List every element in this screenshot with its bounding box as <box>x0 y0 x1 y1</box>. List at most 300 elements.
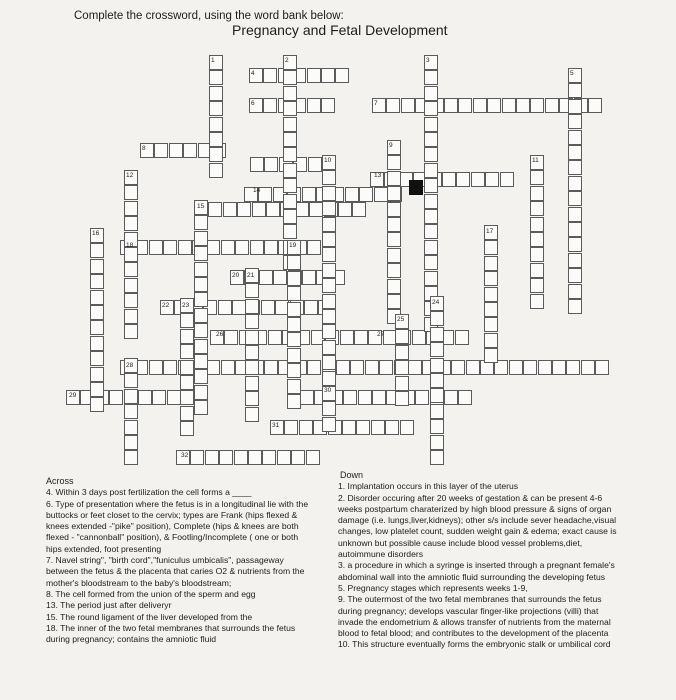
grid-cell[interactable] <box>387 263 401 278</box>
grid-cell[interactable] <box>322 217 336 232</box>
grid-cell[interactable] <box>430 342 444 357</box>
grid-cell[interactable] <box>568 222 582 237</box>
grid-cell[interactable] <box>287 286 301 301</box>
grid-cell[interactable] <box>568 99 582 114</box>
grid-cell[interactable] <box>372 390 386 405</box>
grid-cell[interactable] <box>386 98 400 113</box>
grid-cell[interactable] <box>268 330 282 345</box>
grid-cell[interactable] <box>530 263 544 278</box>
grid-cell[interactable] <box>430 296 444 311</box>
grid-cell[interactable] <box>283 194 297 209</box>
grid-cell[interactable] <box>424 132 438 147</box>
grid-cell[interactable] <box>372 98 386 113</box>
grid-cell[interactable] <box>208 202 222 217</box>
grid-cell[interactable] <box>359 187 373 202</box>
grid-cell[interactable] <box>322 170 336 185</box>
grid-cell[interactable] <box>124 278 138 293</box>
grid-cell[interactable] <box>523 360 537 375</box>
grid-cell[interactable] <box>124 309 138 324</box>
grid-cell[interactable] <box>221 360 235 375</box>
grid-cell[interactable] <box>194 292 208 307</box>
grid-cell[interactable] <box>124 170 138 185</box>
grid-cell[interactable] <box>466 360 480 375</box>
grid-cell[interactable] <box>209 117 223 132</box>
grid-cell[interactable] <box>245 299 259 314</box>
grid-cell[interactable] <box>245 330 259 345</box>
grid-cell[interactable] <box>167 390 181 405</box>
grid-cell[interactable] <box>424 224 438 239</box>
grid-cell[interactable] <box>163 360 177 375</box>
grid-cell[interactable] <box>430 419 444 434</box>
grid-cell[interactable] <box>430 435 444 450</box>
grid-cell[interactable] <box>245 391 259 406</box>
grid-cell[interactable] <box>484 287 498 302</box>
grid-cell[interactable] <box>230 270 244 285</box>
grid-cell[interactable] <box>387 202 401 217</box>
grid-cell[interactable] <box>335 68 349 83</box>
grid-cell[interactable] <box>194 246 208 261</box>
grid-cell[interactable] <box>124 404 138 419</box>
grid-cell[interactable] <box>400 420 414 435</box>
grid-cell[interactable] <box>124 450 138 465</box>
grid-cell[interactable] <box>124 324 138 339</box>
grid-cell[interactable] <box>283 224 297 239</box>
grid-cell[interactable] <box>424 240 438 255</box>
grid-cell[interactable] <box>264 240 278 255</box>
grid-cell[interactable] <box>430 450 444 465</box>
grid-cell[interactable] <box>283 55 297 70</box>
grid-cell[interactable] <box>264 360 278 375</box>
grid-cell[interactable] <box>124 420 138 435</box>
grid-cell[interactable] <box>284 420 298 435</box>
grid-cell[interactable] <box>568 284 582 299</box>
grid-cell[interactable] <box>379 360 393 375</box>
grid-cell[interactable] <box>66 390 80 405</box>
grid-cell[interactable] <box>307 68 321 83</box>
grid-cell[interactable] <box>205 450 219 465</box>
grid-cell[interactable] <box>209 86 223 101</box>
grid-cell[interactable] <box>194 385 208 400</box>
grid-cell[interactable] <box>169 143 183 158</box>
grid-cell[interactable] <box>149 240 163 255</box>
grid-cell[interactable] <box>424 178 438 193</box>
grid-cell[interactable] <box>124 185 138 200</box>
grid-cell[interactable] <box>180 390 194 405</box>
grid-cell[interactable] <box>321 68 335 83</box>
grid-cell[interactable] <box>484 302 498 317</box>
grid-cell[interactable] <box>387 171 401 186</box>
grid-cell[interactable] <box>408 360 422 375</box>
grid-cell[interactable] <box>245 407 259 422</box>
grid-cell[interactable] <box>530 232 544 247</box>
grid-cell[interactable] <box>430 404 444 419</box>
grid-cell[interactable] <box>530 217 544 232</box>
grid-cell[interactable] <box>444 98 458 113</box>
grid-cell[interactable] <box>209 132 223 147</box>
grid-cell[interactable] <box>424 70 438 85</box>
grid-cell[interactable] <box>194 369 208 384</box>
grid-cell[interactable] <box>262 450 276 465</box>
grid-cell[interactable] <box>424 255 438 270</box>
grid-cell[interactable] <box>484 256 498 271</box>
grid-cell[interactable] <box>194 231 208 246</box>
grid-cell[interactable] <box>387 294 401 309</box>
grid-cell[interactable] <box>209 70 223 85</box>
grid-cell[interactable] <box>530 98 544 113</box>
grid-cell[interactable] <box>90 382 104 397</box>
grid-cell[interactable] <box>178 240 192 255</box>
grid-cell[interactable] <box>302 187 316 202</box>
grid-cell[interactable] <box>356 420 370 435</box>
grid-cell[interactable] <box>244 187 261 202</box>
grid-cell[interactable] <box>245 283 259 298</box>
grid-cell[interactable] <box>568 145 582 160</box>
grid-cell[interactable] <box>484 317 498 332</box>
grid-cell[interactable] <box>124 232 138 247</box>
grid-cell[interactable] <box>90 320 104 335</box>
grid-cell[interactable] <box>235 240 249 255</box>
grid-cell[interactable] <box>471 172 485 187</box>
grid-cell[interactable] <box>566 360 580 375</box>
grid-cell[interactable] <box>304 300 318 315</box>
grid-cell[interactable] <box>530 186 544 201</box>
grid-cell[interactable] <box>442 172 456 187</box>
grid-cell[interactable] <box>266 202 280 217</box>
grid-cell[interactable] <box>124 389 138 404</box>
grid-cell[interactable] <box>530 247 544 262</box>
grid-cell[interactable] <box>588 98 602 113</box>
grid-cell[interactable] <box>430 373 444 388</box>
grid-cell[interactable] <box>224 330 238 345</box>
grid-cell[interactable] <box>387 248 401 263</box>
grid-cell[interactable] <box>338 202 352 217</box>
grid-cell[interactable] <box>287 394 301 409</box>
grid-cell[interactable] <box>160 300 174 315</box>
grid-cell[interactable] <box>287 240 301 255</box>
grid-cell[interactable] <box>424 209 438 224</box>
grid-cell[interactable] <box>283 86 297 101</box>
grid-cell[interactable] <box>258 187 272 202</box>
grid-cell[interactable] <box>234 450 248 465</box>
grid-cell[interactable] <box>430 327 444 342</box>
grid-cell[interactable] <box>249 68 263 83</box>
grid-cell[interactable] <box>322 340 336 355</box>
grid-cell[interactable] <box>455 330 469 345</box>
grid-cell[interactable] <box>568 130 582 145</box>
grid-cell[interactable] <box>568 237 582 252</box>
grid-cell[interactable] <box>194 200 208 215</box>
grid-cell[interactable] <box>124 262 138 277</box>
grid-cell[interactable] <box>232 300 246 315</box>
grid-cell[interactable] <box>395 360 409 375</box>
grid-cell[interactable] <box>283 70 297 85</box>
grid-cell[interactable] <box>322 386 336 401</box>
grid-cell[interactable] <box>252 202 266 217</box>
grid-cell[interactable] <box>322 186 336 201</box>
grid-cell[interactable] <box>424 55 438 70</box>
grid-cell[interactable] <box>307 98 321 113</box>
grid-cell[interactable] <box>322 247 336 262</box>
grid-cell[interactable] <box>430 388 444 403</box>
grid-cell[interactable] <box>458 390 472 405</box>
grid-cell[interactable] <box>307 360 321 375</box>
grid-cell[interactable] <box>581 360 595 375</box>
grid-cell[interactable] <box>90 336 104 351</box>
grid-cell[interactable] <box>451 360 465 375</box>
grid-cell[interactable] <box>395 376 409 391</box>
grid-cell[interactable] <box>149 360 163 375</box>
grid-cell[interactable] <box>90 228 104 243</box>
grid-cell[interactable] <box>90 397 104 412</box>
grid-cell[interactable] <box>568 160 582 175</box>
grid-cell[interactable] <box>485 172 499 187</box>
grid-cell[interactable] <box>568 83 582 98</box>
grid-cell[interactable] <box>568 68 582 83</box>
grid-cell[interactable] <box>245 345 259 360</box>
grid-cell[interactable] <box>307 240 321 255</box>
grid-cell[interactable] <box>183 143 197 158</box>
grid-cell[interactable] <box>321 98 335 113</box>
grid-cell[interactable] <box>374 187 388 202</box>
grid-cell[interactable] <box>210 330 224 345</box>
grid-cell[interactable] <box>530 170 544 185</box>
grid-cell[interactable] <box>263 98 277 113</box>
grid-cell[interactable] <box>124 358 138 373</box>
grid-cell[interactable] <box>283 132 297 147</box>
grid-cell[interactable] <box>340 330 354 345</box>
grid-cell[interactable] <box>180 360 194 375</box>
grid-cell[interactable] <box>308 157 322 172</box>
grid-cell[interactable] <box>194 262 208 277</box>
grid-cell[interactable] <box>295 202 309 217</box>
grid-cell[interactable] <box>424 271 438 286</box>
grid-cell[interactable] <box>206 360 220 375</box>
grid-cell[interactable] <box>245 360 259 375</box>
grid-cell[interactable] <box>209 147 223 162</box>
grid-cell[interactable] <box>263 68 277 83</box>
grid-cell[interactable] <box>237 202 251 217</box>
grid-cell[interactable] <box>250 240 264 255</box>
grid-cell[interactable] <box>484 333 498 348</box>
grid-cell[interactable] <box>365 360 379 375</box>
grid-cell[interactable] <box>264 157 278 172</box>
grid-cell[interactable] <box>287 255 301 270</box>
grid-cell[interactable] <box>568 268 582 283</box>
grid-cell[interactable] <box>322 371 336 386</box>
grid-cell[interactable] <box>595 360 609 375</box>
grid-cell[interactable] <box>568 299 582 314</box>
grid-cell[interactable] <box>343 390 357 405</box>
grid-cell[interactable] <box>176 450 190 465</box>
grid-cell[interactable] <box>124 373 138 388</box>
grid-cell[interactable] <box>190 450 204 465</box>
grid-cell[interactable] <box>287 271 301 286</box>
grid-cell[interactable] <box>90 290 104 305</box>
grid-cell[interactable] <box>90 351 104 366</box>
grid-cell[interactable] <box>350 360 364 375</box>
grid-cell[interactable] <box>124 435 138 450</box>
grid-cell[interactable] <box>209 163 223 178</box>
grid-cell[interactable] <box>358 390 372 405</box>
grid-cell[interactable] <box>430 311 444 326</box>
grid-cell[interactable] <box>300 390 314 405</box>
grid-cell[interactable] <box>424 86 438 101</box>
grid-cell[interactable] <box>415 390 429 405</box>
grid-cell[interactable] <box>412 330 426 345</box>
grid-cell[interactable] <box>283 147 297 162</box>
grid-cell[interactable] <box>287 317 301 332</box>
grid-cell[interactable] <box>473 98 487 113</box>
grid-cell[interactable] <box>248 450 262 465</box>
grid-cell[interactable] <box>568 114 582 129</box>
grid-cell[interactable] <box>124 247 138 262</box>
grid-cell[interactable] <box>138 390 152 405</box>
grid-cell[interactable] <box>530 155 544 170</box>
grid-cell[interactable] <box>530 294 544 309</box>
grid-cell[interactable] <box>124 293 138 308</box>
grid-cell[interactable] <box>345 187 359 202</box>
grid-cell[interactable] <box>306 450 320 465</box>
grid-cell[interactable] <box>180 375 194 390</box>
grid-cell[interactable] <box>180 329 194 344</box>
grid-cell[interactable] <box>287 379 301 394</box>
grid-cell[interactable] <box>424 101 438 116</box>
grid-cell[interactable] <box>322 309 336 324</box>
grid-cell[interactable] <box>500 172 514 187</box>
grid-cell[interactable] <box>283 117 297 132</box>
grid-cell[interactable] <box>90 367 104 382</box>
grid-cell[interactable] <box>552 360 566 375</box>
grid-cell[interactable] <box>206 240 220 255</box>
grid-cell[interactable] <box>487 98 501 113</box>
grid-cell[interactable] <box>180 406 194 421</box>
grid-cell[interactable] <box>163 240 177 255</box>
grid-cell[interactable] <box>322 324 336 339</box>
grid-cell[interactable] <box>287 348 301 363</box>
grid-cell[interactable] <box>194 215 208 230</box>
grid-cell[interactable] <box>180 344 194 359</box>
grid-cell[interactable] <box>109 390 123 405</box>
grid-cell[interactable] <box>342 420 356 435</box>
grid-cell[interactable] <box>484 348 498 363</box>
grid-cell[interactable] <box>352 202 366 217</box>
grid-cell[interactable] <box>287 302 301 317</box>
grid-cell[interactable] <box>424 163 438 178</box>
grid-cell[interactable] <box>401 98 415 113</box>
grid-cell[interactable] <box>302 270 316 285</box>
grid-cell[interactable] <box>261 300 275 315</box>
grid-cell[interactable] <box>444 390 458 405</box>
grid-cell[interactable] <box>502 98 516 113</box>
grid-cell[interactable] <box>154 143 168 158</box>
grid-cell[interactable] <box>287 363 301 378</box>
grid-cell[interactable] <box>287 332 301 347</box>
grid-cell[interactable] <box>219 450 233 465</box>
grid-cell[interactable] <box>180 313 194 328</box>
grid-cell[interactable] <box>568 253 582 268</box>
grid-cell[interactable] <box>322 155 336 170</box>
grid-cell[interactable] <box>509 360 523 375</box>
grid-cell[interactable] <box>424 147 438 162</box>
grid-cell[interactable] <box>250 157 264 172</box>
grid-cell[interactable] <box>124 216 138 231</box>
grid-cell[interactable] <box>194 323 208 338</box>
grid-cell[interactable] <box>387 217 401 232</box>
grid-cell[interactable] <box>273 270 287 285</box>
grid-cell[interactable] <box>194 400 208 415</box>
grid-cell[interactable] <box>530 201 544 216</box>
grid-cell[interactable] <box>568 191 582 206</box>
grid-cell[interactable] <box>395 314 409 329</box>
grid-cell[interactable] <box>322 294 336 309</box>
grid-cell[interactable] <box>568 207 582 222</box>
grid-cell[interactable] <box>530 278 544 293</box>
grid-cell[interactable] <box>322 201 336 216</box>
grid-cell[interactable] <box>368 330 385 345</box>
grid-cell[interactable] <box>387 232 401 247</box>
grid-cell[interactable] <box>424 117 438 132</box>
grid-cell[interactable] <box>277 450 291 465</box>
grid-cell[interactable] <box>516 98 530 113</box>
grid-cell[interactable] <box>309 202 323 217</box>
grid-cell[interactable] <box>218 300 232 315</box>
grid-cell[interactable] <box>538 360 552 375</box>
grid-cell[interactable] <box>424 194 438 209</box>
grid-cell[interactable] <box>484 271 498 286</box>
grid-cell[interactable] <box>322 232 336 247</box>
grid-cell[interactable] <box>387 155 401 170</box>
grid-cell[interactable] <box>322 263 336 278</box>
grid-cell[interactable] <box>90 274 104 289</box>
grid-cell[interactable] <box>322 278 336 293</box>
grid-cell[interactable] <box>209 55 223 70</box>
grid-cell[interactable] <box>249 98 263 113</box>
grid-cell[interactable] <box>223 202 237 217</box>
grid-cell[interactable] <box>568 176 582 191</box>
grid-cell[interactable] <box>387 186 401 201</box>
grid-cell[interactable] <box>291 450 305 465</box>
grid-cell[interactable] <box>395 345 409 360</box>
grid-cell[interactable] <box>194 308 208 323</box>
grid-cell[interactable] <box>385 420 399 435</box>
grid-cell[interactable] <box>90 243 104 258</box>
grid-cell[interactable] <box>90 305 104 320</box>
grid-cell[interactable] <box>90 259 104 274</box>
grid-cell[interactable] <box>395 391 409 406</box>
grid-cell[interactable] <box>336 360 350 375</box>
grid-cell[interactable] <box>484 240 498 255</box>
grid-cell[interactable] <box>387 279 401 294</box>
grid-cell[interactable] <box>270 420 284 435</box>
grid-cell[interactable] <box>370 172 384 187</box>
grid-cell[interactable] <box>245 376 259 391</box>
grid-cell[interactable] <box>322 417 336 432</box>
grid-cell[interactable] <box>283 101 297 116</box>
grid-cell[interactable] <box>299 420 313 435</box>
grid-cell[interactable] <box>194 339 208 354</box>
grid-cell[interactable] <box>456 172 470 187</box>
grid-cell[interactable] <box>140 143 154 158</box>
grid-cell[interactable] <box>245 268 259 283</box>
grid-cell[interactable] <box>124 201 138 216</box>
grid-cell[interactable] <box>458 98 472 113</box>
grid-cell[interactable] <box>245 314 259 329</box>
grid-cell[interactable] <box>259 270 273 285</box>
grid-cell[interactable] <box>194 277 208 292</box>
grid-cell[interactable] <box>194 354 208 369</box>
grid-cell[interactable] <box>484 225 498 240</box>
grid-cell[interactable] <box>430 358 444 373</box>
